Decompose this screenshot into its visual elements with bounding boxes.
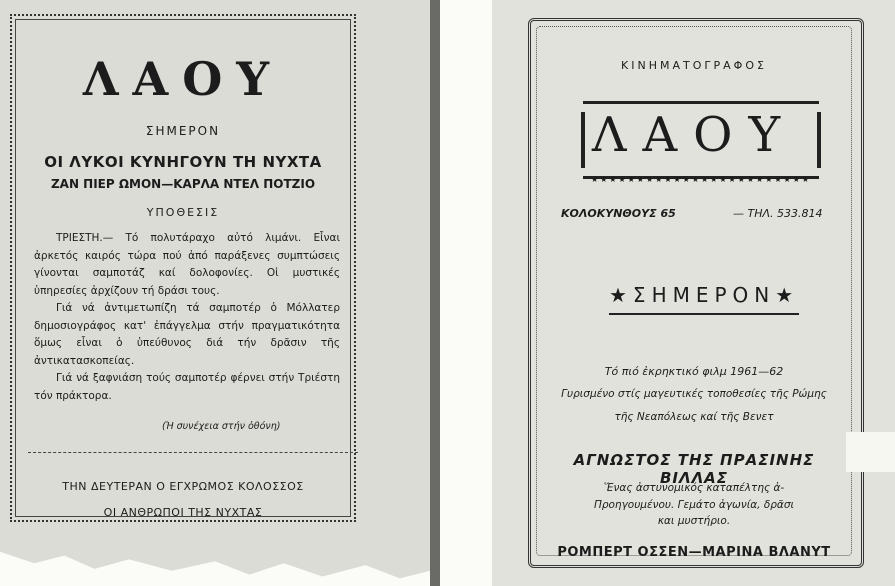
left-plot-paragraph: ΤΡΙΕΣΤΗ.— Τό πολυτάραχο αὐτό λιμάνι. Εἶναι ἀρκετός καιρός τώρα πού ἀπό παράξενες συμπτώσεις γίνονται σαμποτάζ καί δολοφονίες. Οἱ μυστικές ὑπηρεσίες ἀρχίζουν τή δράσι τους. [34, 232, 340, 297]
photo-edge-shadow [430, 0, 440, 586]
right-phone: — ΤΗΛ. 533.814 [733, 207, 823, 220]
right-cinema-title: ΛΑΟΥ [591, 107, 797, 163]
left-divider [28, 452, 358, 453]
right-today-label: ★ΣΗΜΕΡΟΝ★ [609, 283, 799, 315]
left-flyer [10, 14, 356, 522]
left-next-line1: ΤΗΝ ΔΕΥΤΕΡΑΝ Ο ΕΓΧΡΩΜΟΣ ΚΟΛΟΣΣΟΣ [62, 480, 304, 493]
right-cast: ΡΟΜΠΕΡΤ ΟΣΣΕΝ—ΜΑΡΙΝΑ ΒΛΑΝΥΤ [557, 545, 831, 560]
left-next-line2: ΟΙ ΑΝΘΡΩΠΟΙ ΤΗΣ ΝΥΧΤΑΣ [103, 506, 263, 519]
left-today-label: ΣΗΜΕΡΟΝ [145, 124, 221, 138]
left-cinema-title: ΛΑΟΥ [82, 52, 284, 106]
left-plot-paragraph: Γιά νά ξαφνιάση τούς σαμποτέρ φέρνει στήν Τριέστη τόν πράκτορα. [34, 372, 340, 402]
right-filmed-line2: τῆς Νεαπόλεως καί τῆς Βενετ [614, 411, 774, 423]
left-plot-text [34, 230, 340, 405]
right-desc-line1: Ἕνας ἀστυνομικός καταπέλτης ἀ- [603, 482, 785, 494]
paper-scuff [846, 432, 895, 472]
right-tagline: Τό πιό ἐκρηκτικό φιλμ 1961—62 [604, 365, 784, 378]
star-border: ★★★★★★★★★★★★★★★★★★★★★★★★ [590, 175, 812, 184]
left-cast: ΖΑΝ ΠΙΕΡ ΩΜΟΝ—ΚΑΡΛΑ ΝΤΕΛ ΠΟΤΖΙΟ [50, 177, 316, 191]
left-plot-heading: ΥΠΟΘΕΣΙΣ [146, 206, 220, 219]
right-desc-line3: και μυστήριο. [657, 515, 731, 527]
left-plot-paragraph: Γιά νά ἀντιμετωπίζη τά σαμποτέρ ὁ Μόλλατερ δημοσιογράφος κατ' ἐπάγγελμα στήν πραγματικότητα ὅμως εἶναι ὁ ὑπεύθυνος διά τήν δρᾶσιν τῆς ἀντικατασκοπείας. [34, 302, 340, 367]
right-cinema-label: ΚΙΝΗΜΑΤΟΓΡΑΦΟΣ [621, 59, 767, 72]
right-filmed-line1: Γυρισμένο στίς μαγευτικές τοποθεσίες τῆς Ρώμης [561, 388, 827, 400]
right-flyer [536, 26, 852, 560]
right-film-title: ΑΓΝΩΣΤΟΣ ΤΗΣ ΠΡΑΣΙΝΗΣ ΒΙΛΛΑΣ [573, 451, 815, 487]
left-film-title: ΟΙ ΛΥΚΟΙ ΚΥΝΗΓΟΥΝ ΤΗ ΝΥΧΤΑ [44, 153, 322, 171]
right-desc-line2: Προηγουμένου. Γεμάτο ἀγωνία, δρᾶσι [593, 499, 795, 511]
left-continued-note: (Ἡ συνέχεια στήν ὀθόνη) [162, 421, 281, 432]
right-address: ΚΟΛΟΚΥΝΘΟΥΣ 65 [561, 207, 676, 220]
